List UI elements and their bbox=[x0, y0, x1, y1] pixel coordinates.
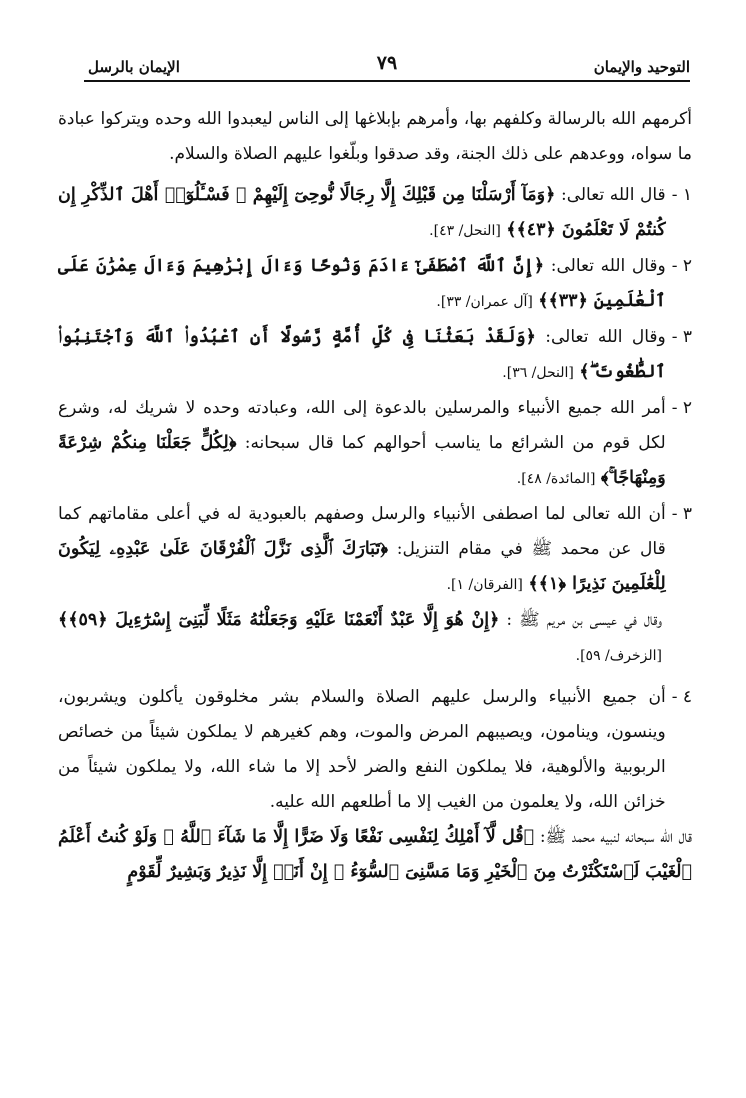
page-body bbox=[58, 102, 692, 896]
item-text bbox=[58, 178, 666, 249]
intro-paragraph: أكرمهم الله بالرسالة وكلفهم بها، وأمرهم بإبلاغها إلى الناس ليعبدوا الله وحده ويتركوا عبادة ما سواه، ووعدهم على ذلك الجنة، وقد صدقوا وبلّغوا عليهم الصلاة والسلام. bbox=[58, 109, 692, 164]
quran-verse: ﴿تَبَارَكَ ٱلَّذِى نَزَّلَ ٱلْفُرْقَانَ عَلَىٰ عَبْدِهِۦ لِيَكُونَ لِلْعَٰلَمِينَ نَذِيرًا ﴿١﴾﴾ bbox=[58, 539, 666, 594]
item-lead: أن الله تعالى لما اصطفى الأنبياء والرسل وصفهم بالعبودية له في أعلى مقاماتهم كما قال عن محمد ﷺ في مقام التنزيل: bbox=[58, 504, 666, 559]
quran-verse: ﴿وَلَقَدْ بَعَثْنَا فِى كُلِّ أُمَّةٍ رَّسُولًا أَنِ ٱعْبُدُوا۟ ٱللَّهَ وَٱجْتَنِبُوا۟ ٱلطَّٰغُوتَ ۖ﴾ bbox=[58, 327, 666, 382]
item-lead: وقال الله تعالى: bbox=[545, 327, 666, 347]
item-text bbox=[58, 497, 666, 603]
verse-reference: [الزخرف/ ٥٩]. bbox=[575, 648, 662, 664]
quran-verse: ﴿وَمَآ أَرْسَلْنَا مِن قَبْلِكَ إِلَّا رِجَالًا نُّوحِىٓ إِلَيْهِمْ ۚ فَسْـَٔلُوٓا۟ أَهْلَ ٱلذِّكْرِ إِن كُنتُمْ لَا تَعْلَمُونَ ﴿٤٣﴾﴾ bbox=[58, 185, 666, 240]
item-lead: وقال الله تعالى: bbox=[550, 256, 666, 276]
item-text bbox=[58, 391, 666, 497]
list-item bbox=[58, 249, 692, 320]
list-item bbox=[58, 391, 692, 497]
quran-verse: ﴿قُل لَّآ أَمْلِكُ لِنَفْسِى نَفْعًا وَلَا ضَرًّا إِلَّا مَا شَآءَ ٱللَّهُ ۚ وَلَوْ كُنتُ أَعْلَمُ ٱلْغَيْبَ لَٱسْتَكْثَرْتُ مِنَ ٱلْخَيْرِ وَمَا مَسَّنِىَ ٱلسُّوٓءُ ۚ إِنْ أَنَا۠ إِلَّا نَذِيرٌ وَبَشِيرٌ لِّقَوْمٍ bbox=[58, 827, 692, 882]
quran-verse: ﴿إِنَّ ٱللَّهَ ٱصْطَفَىٰٓ ءَادَمَ وَنُوحًا وَءَالَ إِبْرَٰهِيمَ وَءَالَ عِمْرَٰنَ عَلَى ٱلْعَٰلَمِينَ ﴿٣٣﴾﴾ bbox=[58, 256, 666, 311]
verse-reference: [آل عمران/ ٣٣]. bbox=[436, 294, 533, 310]
verse-reference: [النحل/ ٤٣]. bbox=[429, 223, 501, 239]
quran-verse: ﴿إِنْ هُوَ إِلَّا عَبْدٌ أَنْعَمْنَا عَلَيْهِ وَجَعَلْنَٰهُ مَثَلًا لِّبَنِىٓ إِسْرَٰٓءِيلَ ﴿٥٩﴾﴾ bbox=[58, 610, 500, 630]
sub-lead: وقال في عيسى بن مريم ﷺ : bbox=[506, 610, 663, 630]
running-header bbox=[84, 50, 690, 82]
item-number: ٤ - bbox=[671, 687, 692, 707]
verse-reference: [الفرقان/ ١]. bbox=[446, 577, 523, 593]
list-item bbox=[58, 680, 692, 820]
list-item bbox=[58, 178, 692, 249]
final-paragraph bbox=[58, 820, 692, 890]
header-book-title: التوحيد والإيمان bbox=[593, 58, 690, 76]
item-text: أن جميع الأنبياء والرسل عليهم الصلاة والسلام بشر مخلوقون يأكلون ويشربون، وينسون، وينامون، ويصيبهم المرض والموت، وهم كغيرهم لا يملكون شيئاً من خصائص الربوبية والألوهية، فلا يملكون النفع والضر لأحد إلا ما شاء الله، ولا يملكون شيئاً من خزائن الله، ولا يعلمون من الغيب إلا ما أطلعهم الله عليه. bbox=[58, 687, 666, 812]
final-lead: قال الله سبحانه لنبيه محمد ﷺ: bbox=[539, 827, 693, 847]
item-lead: قال الله تعالى: bbox=[560, 185, 666, 205]
page-number: ٧٩ bbox=[376, 52, 398, 74]
item-number: ٣ - bbox=[671, 327, 692, 347]
item-number: ٢ - bbox=[671, 398, 692, 418]
quran-verse: ﴿لِكُلٍّ جَعَلْنَا مِنكُمْ شِرْعَةً وَمِنْهَاجًا ۚ﴾ bbox=[58, 433, 666, 488]
item-number: ٢ - bbox=[671, 256, 692, 276]
item-number: ١ - bbox=[671, 185, 692, 205]
verse-reference: [المائدة/ ٤٨]. bbox=[516, 471, 596, 487]
list-item bbox=[58, 320, 692, 391]
sub-paragraph bbox=[58, 603, 692, 674]
item-text bbox=[58, 249, 666, 320]
item-lead: أمر الله جميع الأنبياء والمرسلين بالدعوة إلى الله، وعبادته وحده لا شريك له، وشرع لكل قوم من الشرائع ما يناسب أحوالهم كما قال سبحانه: bbox=[58, 398, 666, 453]
verse-reference: [النحل/ ٣٦]. bbox=[502, 365, 574, 381]
item-text bbox=[58, 320, 666, 391]
item-number: ٣ - bbox=[671, 504, 692, 524]
list-item bbox=[58, 497, 692, 603]
header-chapter-title: الإيمان بالرسل bbox=[88, 58, 180, 76]
